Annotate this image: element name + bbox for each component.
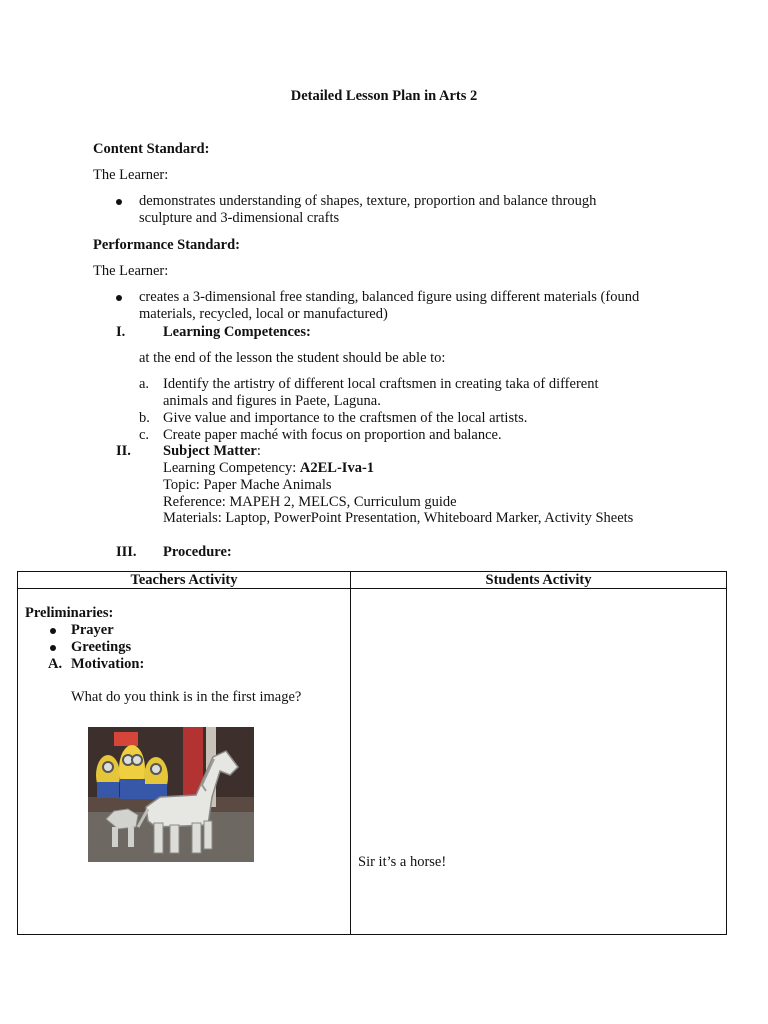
- content-standard-text-line2: sculpture and 3-dimensional crafts: [139, 210, 340, 226]
- teachers-activity-cell: [18, 589, 351, 935]
- preliminaries-heading: Preliminaries:: [25, 605, 114, 621]
- list-item: Give value and importance to the craftsmen of the local artists.: [163, 410, 528, 426]
- subject-matter-title: Subject Matter: [163, 443, 257, 459]
- list-marker: c.: [139, 427, 150, 443]
- procedure-heading: Procedure:: [163, 544, 232, 560]
- list-item: animals and figures in Paete, Laguna.: [163, 393, 381, 409]
- content-standard-text-line1: demonstrates understanding of shapes, texture, proportion and balance through: [139, 193, 597, 209]
- content-standard-heading: Content Standard:: [93, 141, 210, 157]
- procedure-table: [17, 571, 727, 935]
- bullet-icon: [116, 295, 122, 301]
- list-marker: a.: [139, 376, 150, 392]
- section-numeral: III.: [116, 544, 137, 560]
- greetings-item: Greetings: [71, 639, 132, 655]
- page-title: Detailed Lesson Plan in Arts 2: [290, 88, 478, 104]
- performance-standard-text-line1: creates a 3-dimensional free standing, balanced figure using different materials (found: [139, 289, 640, 305]
- motivation-question: What do you think is in the first image?: [71, 689, 302, 705]
- subject-matter-heading: [163, 443, 261, 460]
- learning-competency-line: [163, 460, 374, 477]
- students-activity-cell: [351, 589, 727, 935]
- materials-line: Materials: Laptop, PowerPoint Presentation, Whiteboard Marker, Activity Sheets: [163, 510, 634, 526]
- learning-competency-label: Learning Competency:: [163, 460, 300, 476]
- list-item: Create paper maché with focus on proportion and balance.: [163, 427, 502, 443]
- bullet-icon: [50, 645, 56, 651]
- section-numeral: I.: [116, 324, 126, 340]
- performance-standard-heading: Performance Standard:: [93, 237, 240, 253]
- section-numeral: II.: [116, 443, 131, 459]
- bullet-icon: [116, 199, 122, 205]
- learning-competences-intro: at the end of the lesson the student should be able to:: [139, 350, 446, 366]
- student-answer: Sir it’s a horse!: [358, 854, 447, 870]
- performance-standard-text-line2: materials, recycled, local or manufactured): [139, 306, 388, 322]
- motivation-marker: A.: [48, 656, 63, 672]
- list-marker: b.: [139, 410, 150, 426]
- subject-matter-colon: :: [256, 443, 261, 459]
- learning-competences-heading: Learning Competences:: [163, 324, 311, 340]
- performance-standard-intro: The Learner:: [93, 263, 169, 279]
- content-standard-intro: The Learner:: [93, 167, 169, 183]
- paper-mache-horse-image: [88, 727, 254, 862]
- topic-line: Topic: Paper Mache Animals: [163, 477, 332, 493]
- motivation-heading: Motivation:: [71, 656, 145, 672]
- reference-line: Reference: MAPEH 2, MELCS, Curriculum guide: [163, 494, 457, 510]
- prayer-item: Prayer: [71, 622, 114, 638]
- learning-competency-code: A2EL-Iva-1: [299, 460, 375, 476]
- list-item: Identify the artistry of different local craftsmen in creating taka of different: [163, 376, 599, 392]
- students-activity-header: Students Activity: [351, 572, 727, 589]
- bullet-icon: [50, 628, 56, 634]
- teachers-activity-header: Teachers Activity: [18, 572, 351, 589]
